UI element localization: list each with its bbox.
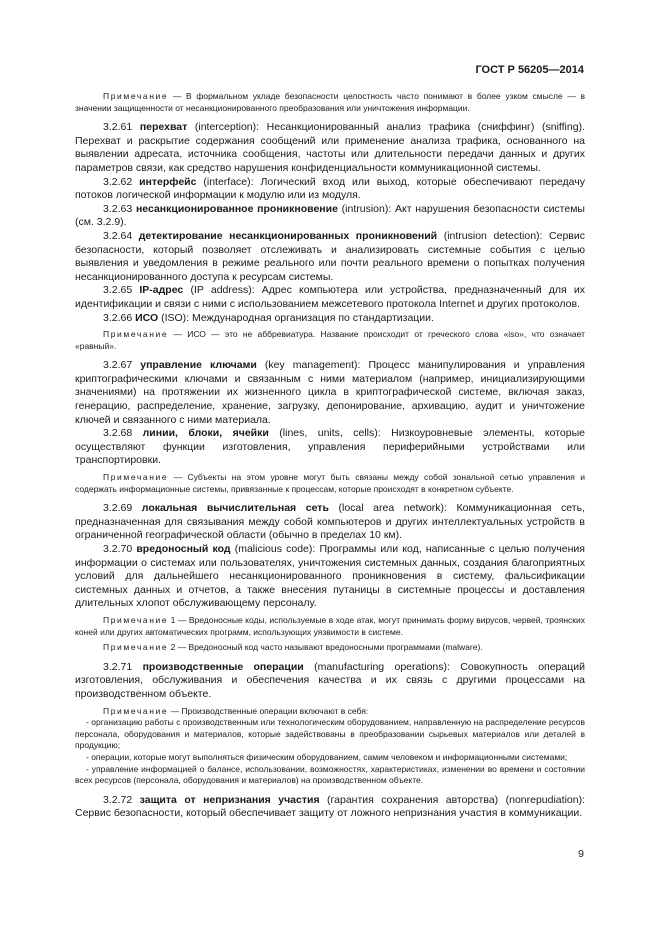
term-name: локальная вычислительная сеть — [141, 502, 329, 515]
list-item: - организацию работы с производственным или технологическим оборудованием, направленную на распределение ресурсов персонала, оборудования и материалов, которые задействованы в преобразовании сырьевых материалов или деталей в продукцию; — [75, 717, 585, 751]
term-definition: (ISO): Международная организация по стандартизации. — [158, 311, 434, 324]
term-name: детектирование несанкционированных проникновений — [138, 229, 438, 242]
note-label: Примечание — [103, 329, 169, 340]
note — [75, 472, 585, 495]
term-entry-3-2-72 — [75, 794, 585, 821]
note-text: ИСО — это не аббревиатура. Название происходит от греческого слова «iso», что означает «равный». — [75, 329, 585, 351]
term-name: IP-адрес — [139, 284, 184, 297]
note-dash: — — [168, 472, 188, 483]
term-number: 3.2.66 — [103, 311, 136, 324]
term-name: интерфейс — [139, 175, 197, 188]
term-number: 3.2.69 — [103, 502, 142, 515]
term-definition: (гарантия сохранения авторства) (nonrepudiation): Сервис безопасности, который обеспечивает защиту от ложного непризнания участия в коммуникации. — [75, 793, 585, 820]
term-definition: (malicious code): Программы или код, написанные с целью получения информации о системах или пользователях, уничтожения системных данных, создания благоприятных условий для дальнейшего несанкционированного проникновения в систему, фальсификации системных данных и отчетов, а также внесения путаницы в системные процессы и доставления длительных хлопот обслуживающему персоналу. — [75, 543, 585, 610]
term-number: 3.2.64 — [103, 229, 139, 242]
note-dash: — — [175, 614, 189, 625]
note-text: В формальном укладе безопасности целостность часто понимают в более узком смысле — в значении защищенности от несанкционированного преобразования или уничтожения информации. — [75, 91, 585, 113]
note-dash: — — [168, 91, 187, 101]
term-entry-3-2-61 — [75, 121, 585, 175]
term-definition: (interception): Несанкционированный анализ трафика (сниффинг) (sniffing). Перехват и раскрытие содержания сообщений или применение анализа трафика, основанного на выявлении адресата, источника сообщения, частоты или длительности передачи данных и других параметров связи, как средство нарушения конфиденциальности коммуникационной системы. — [75, 121, 585, 174]
page-content — [75, 91, 585, 821]
term-definition: (lines, units, cells): Низкоуровневые элементы, которые осуществляют функции изготовления, управления периферийными устройствами или транспортировки. — [75, 427, 585, 467]
term-number: 3.2.70 — [103, 543, 137, 555]
note-dash: — — [168, 329, 188, 340]
note — [75, 91, 585, 114]
note — [75, 615, 585, 638]
term-name: производственные операции — [142, 660, 304, 673]
note-label: Примечание — [103, 472, 169, 483]
term-number: 3.2.63 — [103, 202, 136, 215]
term-definition: (manufacturing operations): Совокупность операций изготовления, обслуживания и обеспечения качества и их связь с другими процессами на производственном объекте. — [75, 660, 585, 700]
term-name: управление ключами — [140, 359, 257, 372]
standard-header: ГОСТ Р 56205—2014 — [475, 64, 584, 76]
term-definition: (key management): Процесс манипулирования и управления криптографическими ключами и связанным с ними материалом (например, инициализирующими значениями) на протяжении их жизненного цикла в криптографической системе, включая заказ, генерацию, распределение, хранение, загрузку, депонирование, архивацию, аудит и уничтожение ключей и связанного с ними материала. — [75, 359, 585, 426]
term-name: защита от непризнания участия — [139, 793, 320, 806]
note-label: Примечание — [103, 642, 169, 653]
term-name: вредоносный код — [136, 543, 231, 555]
term-number: 3.2.72 — [103, 793, 140, 806]
note-label: Примечание — [103, 614, 169, 625]
term-definition: (intrusion): Акт нарушения безопасности системы (см. 3.2.9). — [75, 202, 585, 229]
term-name: ИСО — [135, 311, 159, 324]
term-definition: (interface): Логический вход или выход, которые обеспечивают передачу потоков логической информации к модулю или из модуля. — [75, 175, 585, 202]
term-entry-3-2-66 — [75, 312, 585, 326]
note — [75, 642, 585, 654]
page-number: 9 — [578, 848, 584, 860]
term-entry-3-2-64 — [75, 230, 585, 284]
term-name: перехват — [139, 121, 188, 134]
term-name: линии, блоки, ячейки — [142, 427, 269, 440]
note-dash: — — [168, 705, 182, 716]
term-definition: (local area network): Коммуникационная сеть, предназначенная для связывания между собой компьютеров и других интеллектуальных устройств в ограниченной географической области (обычно в пределах 10 км). — [75, 502, 585, 542]
term-definition: (intrusion detection): Сервис безопасности, который позволяет отслеживать и анализировать системные события с целью выявления и уведомления в режиме реального или почти реального времени о попытках получения несанкционированного доступа к ресурсам системы. — [75, 229, 585, 283]
term-number: 3.2.61 — [103, 121, 140, 134]
note-text: Вредоносный код часто называют вредоносными программами (malware). — [188, 642, 483, 653]
note-label: Примечание — [103, 91, 169, 101]
term-number: 3.2.71 — [103, 660, 143, 673]
list-item: - операции, которые могут выполняться физическим оборудованием, самим человеком и информационными системами; — [86, 751, 568, 762]
term-entry-3-2-69 — [75, 502, 585, 543]
term-definition: (IP address): Адрес компьютера или устройства, предназначенный для их идентификации и связи с ними с использованием межсетевого протокола Internet и других протоколов. — [75, 284, 585, 310]
note-text: Производственные операции включают в себя: — [181, 705, 369, 716]
term-entry-3-2-65 — [75, 284, 585, 311]
note-dash: — — [175, 642, 189, 653]
term-entry-3-2-71 — [75, 661, 585, 702]
term-entry-3-2-63 — [75, 203, 585, 230]
term-number: 3.2.67 — [103, 359, 141, 372]
term-entry-3-2-67 — [75, 359, 585, 427]
term-number: 3.2.68 — [103, 427, 143, 440]
term-entry-3-2-62 — [75, 176, 585, 203]
list-item: - управление информацией о балансе, использовании, возможностях, характеристиках, изменении во времени и состоянии всех ресурсов (персонала, оборудования и материалов) на производственном объекте. — [75, 763, 585, 786]
note — [75, 706, 585, 718]
note-number: 2 — [168, 642, 176, 653]
term-number: 3.2.65 — [103, 284, 140, 297]
note-label: Примечание — [103, 705, 169, 716]
term-name: несанкционированное проникновение — [135, 202, 338, 215]
term-entry-3-2-68 — [75, 427, 585, 468]
note — [75, 329, 585, 352]
note-text: Вредоносные коды, используемые в ходе атак, могут принимать форму вирусов, червей, троянских коней или других автоматических программ, использующих уязвимости в системе. — [75, 614, 585, 637]
term-entry-3-2-70 — [75, 543, 585, 611]
note-number: 1 — [168, 614, 176, 625]
note-text: Субъекты на этом уровне могут быть связаны между собой зональной сетью управления и содержать информационные системы, привязанные к процессам, которые происходят в конкретном субъекте. — [75, 472, 585, 494]
term-number: 3.2.62 — [103, 175, 140, 188]
